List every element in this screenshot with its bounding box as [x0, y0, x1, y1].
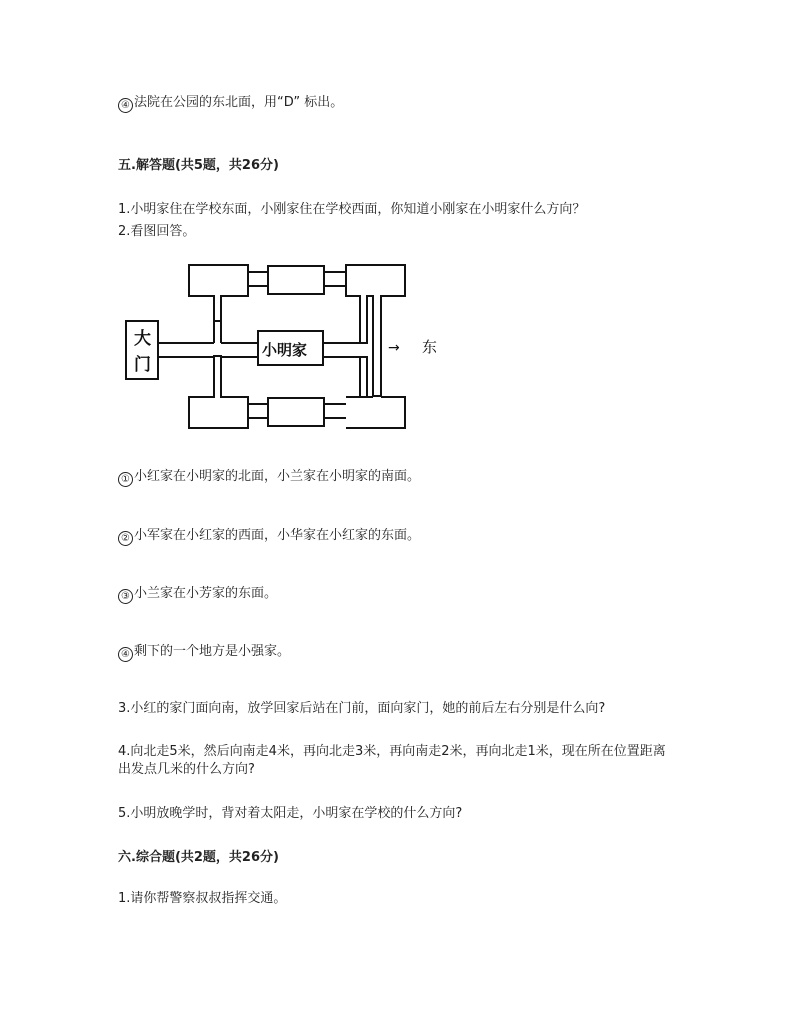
home-label: 小明家 — [262, 341, 308, 359]
item-number: ① — [118, 472, 133, 487]
item-number: ③ — [118, 589, 133, 604]
question-4: 4.向北走5米，然后向南走4米，再向北走3米，再向南走2米，再向北走1米，现在所在位置距离出发点几米的什么方向? — [118, 744, 666, 777]
item-number: ④ — [118, 98, 133, 113]
question-2: 2.看图回答。 — [118, 224, 196, 239]
q2-item2 — [118, 527, 420, 546]
item-number: ④ — [118, 647, 133, 662]
section6-heading: 六.综合题(共2题，共26分) — [118, 850, 279, 865]
map-diagram — [118, 258, 458, 430]
item-text: 小军家在小红家的西面，小华家在小红家的东面。 — [134, 528, 421, 543]
east-label: 东 — [422, 338, 438, 356]
q2-item1 — [118, 468, 420, 487]
item-text: 小兰家在小芳家的东面。 — [134, 586, 278, 601]
top-left-room — [189, 265, 248, 321]
q2-item3 — [118, 585, 277, 604]
item-number: ② — [118, 531, 133, 546]
q4-item4 — [118, 94, 343, 113]
top-middle-room — [268, 266, 324, 294]
gate-label-2: 门 — [134, 355, 151, 375]
bottom-right-room — [346, 357, 405, 428]
bottom-middle-room — [268, 398, 324, 426]
item-text: 剩下的一个地方是小强家。 — [134, 644, 291, 659]
gate-label-1: 大 — [134, 329, 151, 349]
question-5: 5.小明放晚学时，背对着太阳走，小明家在学校的什么方向? — [118, 806, 463, 821]
item-text: 小红家在小明家的北面，小兰家在小明家的南面。 — [134, 469, 421, 484]
item-text: 法院在公园的东北面，用“D” 标出。 — [134, 95, 344, 110]
section6-question-1: 1.请你帮警察叔叔指挥交通。 — [118, 891, 287, 906]
q2-item4 — [118, 643, 290, 662]
section5-heading: 五.解答题(共5题，共26分) — [118, 158, 279, 173]
question-3: 3.小红的家门面向南，放学回家后站在门前，面向家门，她的前后左右分别是什么向? — [118, 701, 606, 716]
question-1: 1.小明家住在学校东面，小刚家住在学校西面，你知道小刚家在小明家什么方向？ — [118, 202, 586, 217]
east-arrow: → — [388, 340, 400, 356]
top-right-room — [346, 265, 405, 396]
bottom-left-room — [189, 356, 248, 428]
